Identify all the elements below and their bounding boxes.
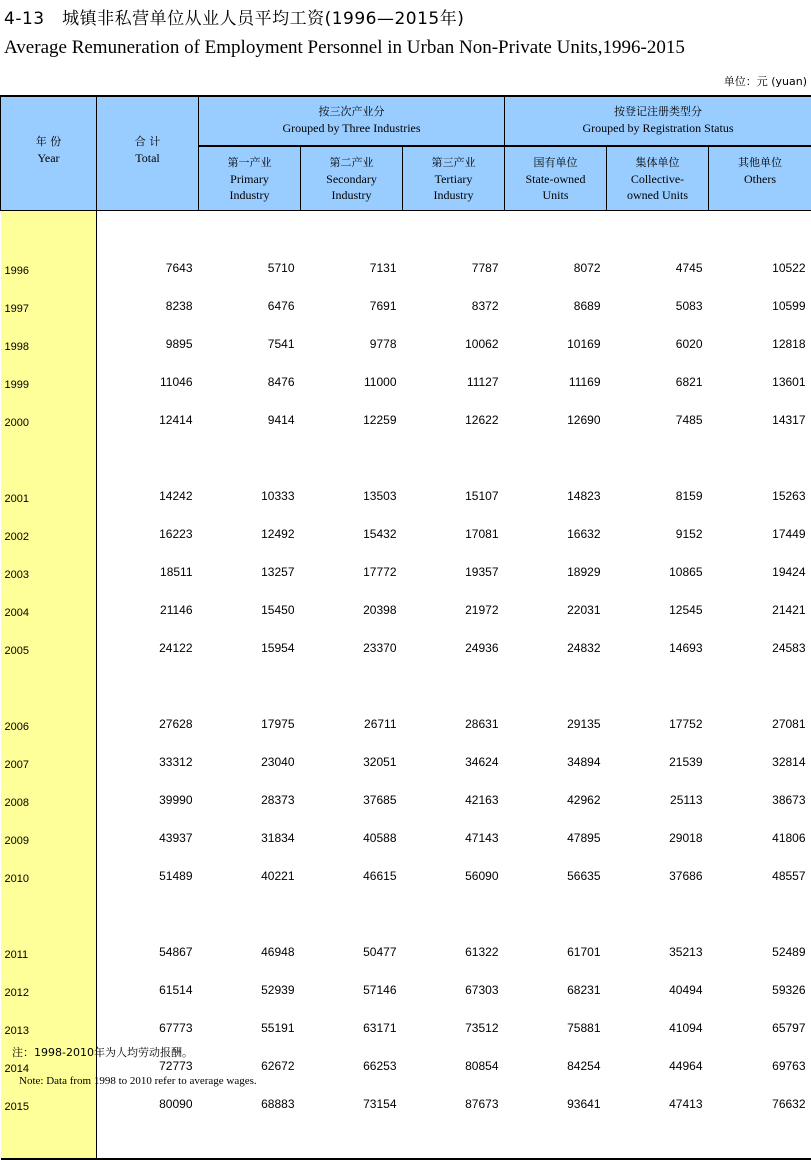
cell-total: 11046 xyxy=(97,363,199,401)
cell-secondary: 11000 xyxy=(301,363,403,401)
header-state-owned: 国有单位 State-owned Units xyxy=(505,146,607,211)
cell-state-owned: 42962 xyxy=(505,781,607,819)
cell-total: 43937 xyxy=(97,819,199,857)
cell-total: 18511 xyxy=(97,553,199,591)
spacer-cell xyxy=(403,439,505,477)
header-total: 合 计 Total xyxy=(97,96,199,211)
table-row xyxy=(1,1009,811,1047)
cell-state-owned: 11169 xyxy=(505,363,607,401)
cell-collective: 29018 xyxy=(607,819,709,857)
cell-total: 27628 xyxy=(97,705,199,743)
cell-total: 61514 xyxy=(97,971,199,1009)
cell-primary: 13257 xyxy=(199,553,301,591)
cell-tertiary: 8372 xyxy=(403,287,505,325)
cell-collective: 40494 xyxy=(607,971,709,1009)
spacer-cell xyxy=(607,667,709,705)
cell-collective: 12545 xyxy=(607,591,709,629)
cell-state-owned: 61701 xyxy=(505,933,607,971)
cell-collective: 9152 xyxy=(607,515,709,553)
spacer-cell xyxy=(709,439,811,477)
table-row xyxy=(1,971,811,1009)
cell-primary: 62672 xyxy=(199,1047,301,1085)
cell-year: 2006 xyxy=(1,705,97,743)
spacer-cell xyxy=(199,439,301,477)
spacer-cell xyxy=(199,211,301,250)
spacer-cell xyxy=(505,667,607,705)
cell-state-owned: 8072 xyxy=(505,249,607,287)
spacer-cell xyxy=(1,211,97,250)
cell-state-owned: 8689 xyxy=(505,287,607,325)
spacer-cell xyxy=(403,211,505,250)
cell-secondary: 57146 xyxy=(301,971,403,1009)
cell-state-owned: 93641 xyxy=(505,1085,607,1123)
table-title-english: Average Remuneration of Employment Personnel in Urban Non-Private Units,1996-2015 xyxy=(4,37,685,59)
cell-year: 2015 xyxy=(1,1085,97,1123)
spacer-row xyxy=(1,895,811,933)
cell-secondary: 63171 xyxy=(301,1009,403,1047)
spacer-cell xyxy=(199,895,301,933)
table-row xyxy=(1,781,811,819)
spacer-cell xyxy=(1,439,97,477)
cell-tertiary: 61322 xyxy=(403,933,505,971)
spacer-row xyxy=(1,1123,811,1159)
spacer-cell xyxy=(97,667,199,705)
footnote-english: Note: Data from 1998 to 2010 refer to average wages. xyxy=(19,1075,257,1087)
cell-year: 2012 xyxy=(1,971,97,1009)
cell-collective: 6821 xyxy=(607,363,709,401)
table-row xyxy=(1,249,811,287)
cell-primary: 12492 xyxy=(199,515,301,553)
cell-year: 2001 xyxy=(1,477,97,515)
table-row xyxy=(1,477,811,515)
cell-tertiary: 34624 xyxy=(403,743,505,781)
table-row xyxy=(1,287,811,325)
cell-state-owned: 68231 xyxy=(505,971,607,1009)
cell-primary: 52939 xyxy=(199,971,301,1009)
header-collective-owned: 集体单位 Collective- owned Units xyxy=(607,146,709,211)
cell-tertiary: 28631 xyxy=(403,705,505,743)
cell-collective: 35213 xyxy=(607,933,709,971)
cell-state-owned: 12690 xyxy=(505,401,607,439)
cell-others: 10599 xyxy=(709,287,811,325)
cell-total: 80090 xyxy=(97,1085,199,1123)
cell-tertiary: 10062 xyxy=(403,325,505,363)
spacer-cell xyxy=(1,667,97,705)
cell-others: 59326 xyxy=(709,971,811,1009)
spacer-cell xyxy=(199,1123,301,1159)
spacer-cell xyxy=(301,1123,403,1159)
cell-secondary: 12259 xyxy=(301,401,403,439)
cell-primary: 9414 xyxy=(199,401,301,439)
cell-collective: 5083 xyxy=(607,287,709,325)
cell-total: 24122 xyxy=(97,629,199,667)
cell-total: 51489 xyxy=(97,857,199,895)
spacer-cell xyxy=(709,1123,811,1159)
table-row xyxy=(1,401,811,439)
cell-collective: 6020 xyxy=(607,325,709,363)
cell-secondary: 13503 xyxy=(301,477,403,515)
spacer-cell xyxy=(97,895,199,933)
cell-state-owned: 75881 xyxy=(505,1009,607,1047)
cell-state-owned: 47895 xyxy=(505,819,607,857)
cell-tertiary: 67303 xyxy=(403,971,505,1009)
cell-others: 24583 xyxy=(709,629,811,667)
cell-others: 10522 xyxy=(709,249,811,287)
cell-secondary: 50477 xyxy=(301,933,403,971)
spacer-row xyxy=(1,439,811,477)
cell-year: 2002 xyxy=(1,515,97,553)
cell-state-owned: 18929 xyxy=(505,553,607,591)
cell-total: 7643 xyxy=(97,249,199,287)
cell-tertiary: 24936 xyxy=(403,629,505,667)
cell-total: 67773 xyxy=(97,1009,199,1047)
cell-primary: 6476 xyxy=(199,287,301,325)
cell-primary: 15954 xyxy=(199,629,301,667)
cell-primary: 28373 xyxy=(199,781,301,819)
unit-label: 单位：元 (yuan) xyxy=(724,73,807,89)
cell-year: 1996 xyxy=(1,249,97,287)
cell-others: 21421 xyxy=(709,591,811,629)
header-others: 其他单位 Others xyxy=(709,146,811,211)
cell-collective: 41094 xyxy=(607,1009,709,1047)
cell-others: 17449 xyxy=(709,515,811,553)
cell-total: 72773 xyxy=(97,1047,199,1085)
cell-state-owned: 10169 xyxy=(505,325,607,363)
cell-primary: 40221 xyxy=(199,857,301,895)
table-row xyxy=(1,933,811,971)
cell-state-owned: 24832 xyxy=(505,629,607,667)
cell-state-owned: 16632 xyxy=(505,515,607,553)
spacer-cell xyxy=(505,211,607,250)
cell-others: 15263 xyxy=(709,477,811,515)
header-tertiary-industry: 第三产业 Tertiary Industry xyxy=(403,146,505,211)
cell-primary: 46948 xyxy=(199,933,301,971)
cell-collective: 17752 xyxy=(607,705,709,743)
cell-others: 13601 xyxy=(709,363,811,401)
spacer-cell xyxy=(301,667,403,705)
spacer-cell xyxy=(505,895,607,933)
cell-total: 12414 xyxy=(97,401,199,439)
cell-secondary: 32051 xyxy=(301,743,403,781)
cell-collective: 25113 xyxy=(607,781,709,819)
cell-primary: 15450 xyxy=(199,591,301,629)
cell-state-owned: 56635 xyxy=(505,857,607,895)
spacer-cell xyxy=(709,667,811,705)
footnote-chinese: 注：1998-2010年为人均劳动报酬。 xyxy=(12,1044,193,1060)
wage-table xyxy=(0,95,811,1160)
cell-state-owned: 22031 xyxy=(505,591,607,629)
spacer-cell xyxy=(97,1123,199,1159)
cell-tertiary: 21972 xyxy=(403,591,505,629)
cell-others: 76632 xyxy=(709,1085,811,1123)
cell-year: 2003 xyxy=(1,553,97,591)
table-row xyxy=(1,705,811,743)
cell-others: 14317 xyxy=(709,401,811,439)
cell-year: 2010 xyxy=(1,857,97,895)
cell-tertiary: 15107 xyxy=(403,477,505,515)
cell-collective: 7485 xyxy=(607,401,709,439)
cell-total: 33312 xyxy=(97,743,199,781)
spacer-cell xyxy=(505,439,607,477)
cell-collective: 21539 xyxy=(607,743,709,781)
cell-collective: 37686 xyxy=(607,857,709,895)
table-row xyxy=(1,363,811,401)
table-row xyxy=(1,553,811,591)
table-row xyxy=(1,591,811,629)
cell-year: 2005 xyxy=(1,629,97,667)
table-row xyxy=(1,743,811,781)
cell-secondary: 26711 xyxy=(301,705,403,743)
cell-collective: 44964 xyxy=(607,1047,709,1085)
cell-others: 19424 xyxy=(709,553,811,591)
spacer-row xyxy=(1,211,811,250)
cell-tertiary: 87673 xyxy=(403,1085,505,1123)
cell-collective: 47413 xyxy=(607,1085,709,1123)
cell-others: 38673 xyxy=(709,781,811,819)
cell-collective: 14693 xyxy=(607,629,709,667)
cell-secondary: 15432 xyxy=(301,515,403,553)
header-group-registration: 按登记注册类型分 Grouped by Registration Status xyxy=(505,96,811,146)
header-year: 年 份 Year xyxy=(1,96,97,211)
cell-secondary: 23370 xyxy=(301,629,403,667)
cell-tertiary: 80854 xyxy=(403,1047,505,1085)
cell-total: 14242 xyxy=(97,477,199,515)
spacer-cell xyxy=(403,1123,505,1159)
table-row xyxy=(1,819,811,857)
cell-total: 16223 xyxy=(97,515,199,553)
cell-year: 1999 xyxy=(1,363,97,401)
table-row xyxy=(1,325,811,363)
spacer-cell xyxy=(607,895,709,933)
spacer-cell xyxy=(403,667,505,705)
cell-year: 2013 xyxy=(1,1009,97,1047)
cell-others: 52489 xyxy=(709,933,811,971)
table-row xyxy=(1,629,811,667)
cell-year: 2008 xyxy=(1,781,97,819)
cell-primary: 17975 xyxy=(199,705,301,743)
spacer-cell xyxy=(1,895,97,933)
cell-others: 69763 xyxy=(709,1047,811,1085)
cell-secondary: 9778 xyxy=(301,325,403,363)
cell-year: 2004 xyxy=(1,591,97,629)
spacer-cell xyxy=(301,439,403,477)
cell-collective: 4745 xyxy=(607,249,709,287)
spacer-cell xyxy=(97,211,199,250)
table-title-chinese: 4-13 城镇非私营单位从业人员平均工资(1996—2015年) xyxy=(4,4,464,29)
spacer-cell xyxy=(607,1123,709,1159)
spacer-cell xyxy=(1,1123,97,1159)
cell-secondary: 20398 xyxy=(301,591,403,629)
cell-secondary: 7691 xyxy=(301,287,403,325)
spacer-row xyxy=(1,667,811,705)
cell-secondary: 73154 xyxy=(301,1085,403,1123)
cell-others: 41806 xyxy=(709,819,811,857)
cell-primary: 55191 xyxy=(199,1009,301,1047)
cell-year: 2011 xyxy=(1,933,97,971)
cell-others: 32814 xyxy=(709,743,811,781)
cell-others: 65797 xyxy=(709,1009,811,1047)
cell-year: 2007 xyxy=(1,743,97,781)
header-primary-industry: 第一产业 Primary Industry xyxy=(199,146,301,211)
cell-secondary: 40588 xyxy=(301,819,403,857)
cell-year: 1998 xyxy=(1,325,97,363)
cell-primary: 5710 xyxy=(199,249,301,287)
cell-tertiary: 17081 xyxy=(403,515,505,553)
spacer-cell xyxy=(301,211,403,250)
cell-secondary: 46615 xyxy=(301,857,403,895)
cell-year: 2000 xyxy=(1,401,97,439)
spacer-cell xyxy=(607,439,709,477)
cell-total: 8238 xyxy=(97,287,199,325)
cell-tertiary: 56090 xyxy=(403,857,505,895)
cell-total: 9895 xyxy=(97,325,199,363)
table-row xyxy=(1,1085,811,1123)
cell-tertiary: 7787 xyxy=(403,249,505,287)
cell-tertiary: 19357 xyxy=(403,553,505,591)
cell-collective: 8159 xyxy=(607,477,709,515)
cell-total: 54867 xyxy=(97,933,199,971)
cell-primary: 31834 xyxy=(199,819,301,857)
cell-others: 12818 xyxy=(709,325,811,363)
cell-primary: 10333 xyxy=(199,477,301,515)
cell-secondary: 17772 xyxy=(301,553,403,591)
spacer-cell xyxy=(709,211,811,250)
cell-state-owned: 29135 xyxy=(505,705,607,743)
cell-secondary: 37685 xyxy=(301,781,403,819)
spacer-cell xyxy=(505,1123,607,1159)
cell-secondary: 66253 xyxy=(301,1047,403,1085)
cell-collective: 10865 xyxy=(607,553,709,591)
spacer-cell xyxy=(607,211,709,250)
cell-secondary: 7131 xyxy=(301,249,403,287)
cell-tertiary: 12622 xyxy=(403,401,505,439)
header-group-industries: 按三次产业分 Grouped by Three Industries xyxy=(199,96,505,146)
cell-tertiary: 47143 xyxy=(403,819,505,857)
header-secondary-industry: 第二产业 Secondary Industry xyxy=(301,146,403,211)
cell-tertiary: 11127 xyxy=(403,363,505,401)
spacer-cell xyxy=(709,895,811,933)
cell-others: 27081 xyxy=(709,705,811,743)
cell-year: 2014 xyxy=(1,1047,97,1085)
cell-others: 48557 xyxy=(709,857,811,895)
table-row xyxy=(1,857,811,895)
cell-primary: 23040 xyxy=(199,743,301,781)
spacer-cell xyxy=(199,667,301,705)
spacer-cell xyxy=(301,895,403,933)
cell-state-owned: 84254 xyxy=(505,1047,607,1085)
cell-year: 2009 xyxy=(1,819,97,857)
cell-tertiary: 73512 xyxy=(403,1009,505,1047)
table-body xyxy=(1,211,811,1160)
cell-total: 39990 xyxy=(97,781,199,819)
cell-state-owned: 34894 xyxy=(505,743,607,781)
spacer-cell xyxy=(97,439,199,477)
cell-year: 1997 xyxy=(1,287,97,325)
cell-tertiary: 42163 xyxy=(403,781,505,819)
table-row xyxy=(1,515,811,553)
cell-primary: 68883 xyxy=(199,1085,301,1123)
cell-primary: 8476 xyxy=(199,363,301,401)
cell-primary: 7541 xyxy=(199,325,301,363)
cell-total: 21146 xyxy=(97,591,199,629)
cell-state-owned: 14823 xyxy=(505,477,607,515)
spacer-cell xyxy=(403,895,505,933)
